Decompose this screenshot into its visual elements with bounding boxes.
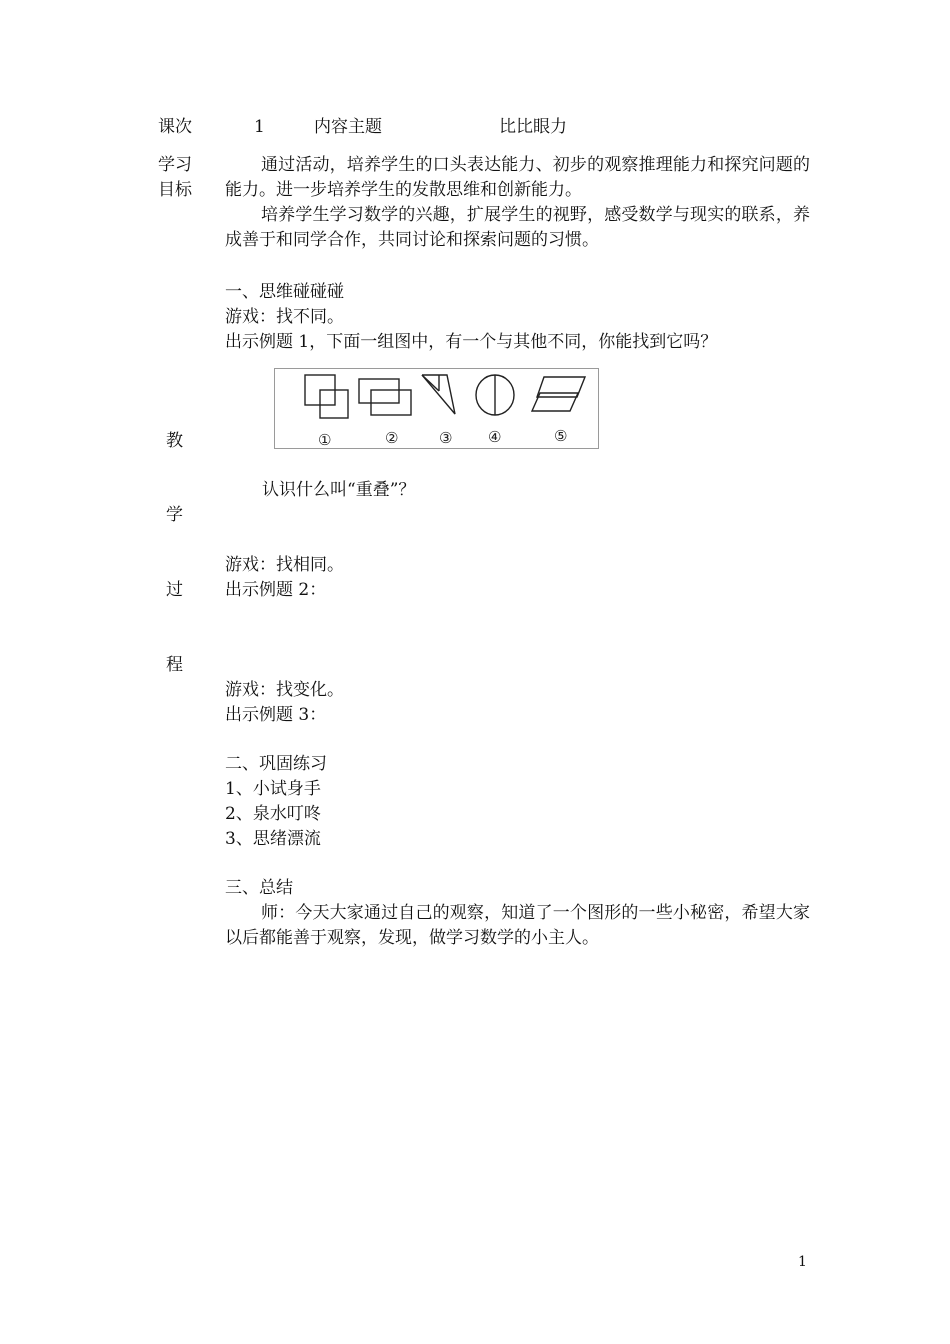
- objectives-label-line2: 目标: [158, 180, 192, 200]
- process-label-char-4: 程: [166, 655, 183, 675]
- topic-value: 比比眼力: [499, 117, 567, 137]
- game-find-same: 游戏：找相同。: [225, 555, 344, 575]
- page-number: 1: [798, 1254, 807, 1270]
- objectives-text: [225, 153, 810, 253]
- shape-3-triangles: [422, 375, 455, 414]
- practice-item-1: 1、小试身手: [225, 779, 321, 799]
- objectives-label-line1: 学习: [158, 155, 192, 175]
- example3-text: 出示例题 3：: [225, 705, 327, 725]
- shape-5-overlapping-parallelograms: [532, 377, 585, 411]
- example2-text: 出示例题 2：: [225, 580, 327, 600]
- figure-label-1: ①: [318, 431, 332, 449]
- process-label-char-2: 学: [166, 505, 183, 525]
- figure-label-3: ③: [439, 429, 453, 447]
- example1-text: 出示例题 1，下面一组图中，有一个与其他不同，你能找到它吗？: [225, 332, 718, 352]
- shape-4-divided-circle: [476, 375, 514, 415]
- figure-label-2: ②: [385, 429, 399, 447]
- objectives-paragraph-2: 培养学生学习数学的兴趣，扩展学生的视野，感受数学与现实的联系，养成善于和同学合作，共同讨论和探索问题的习惯。: [225, 205, 810, 250]
- lesson-label: 课次: [158, 117, 192, 137]
- section2-heading: 二、巩固练习: [225, 754, 327, 774]
- game-find-difference: 游戏：找不同。: [225, 307, 344, 327]
- section1-heading: 一、思维碰碰碰: [225, 282, 344, 302]
- game-find-change: 游戏：找变化。: [225, 680, 344, 700]
- practice-item-3: 3、思绪漂流: [225, 829, 321, 849]
- overlap-question: 认识什么叫“重叠”？: [262, 480, 416, 500]
- process-label-char-1: 教: [166, 431, 183, 451]
- figure-label-5: ⑤: [554, 427, 568, 445]
- summary-paragraph: 师：今天大家通过自己的观察，知道了一个图形的一些小秘密，希望大家以后都能善于观察，发现，做学习数学的小主人。: [225, 903, 810, 948]
- practice-item-2: 2、泉水叮咚: [225, 804, 321, 824]
- lesson-number: 1: [254, 117, 265, 137]
- shape-1-overlapping-squares: [305, 375, 348, 418]
- figure-label-4: ④: [488, 428, 502, 446]
- shapes-drawing: [275, 369, 600, 450]
- topic-label: 内容主题: [314, 117, 382, 137]
- section3-heading: 三、总结: [225, 878, 293, 898]
- shape-2-overlapping-rectangles: [359, 379, 411, 415]
- summary-text: [225, 901, 810, 951]
- example1-figure: [274, 368, 599, 449]
- process-label-char-3: 过: [166, 580, 183, 600]
- objectives-paragraph-1: 通过活动，培养学生的口头表达能力、初步的观察推理能力和探究问题的能力。进一步培养学生的发散思维和创新能力。: [225, 155, 810, 200]
